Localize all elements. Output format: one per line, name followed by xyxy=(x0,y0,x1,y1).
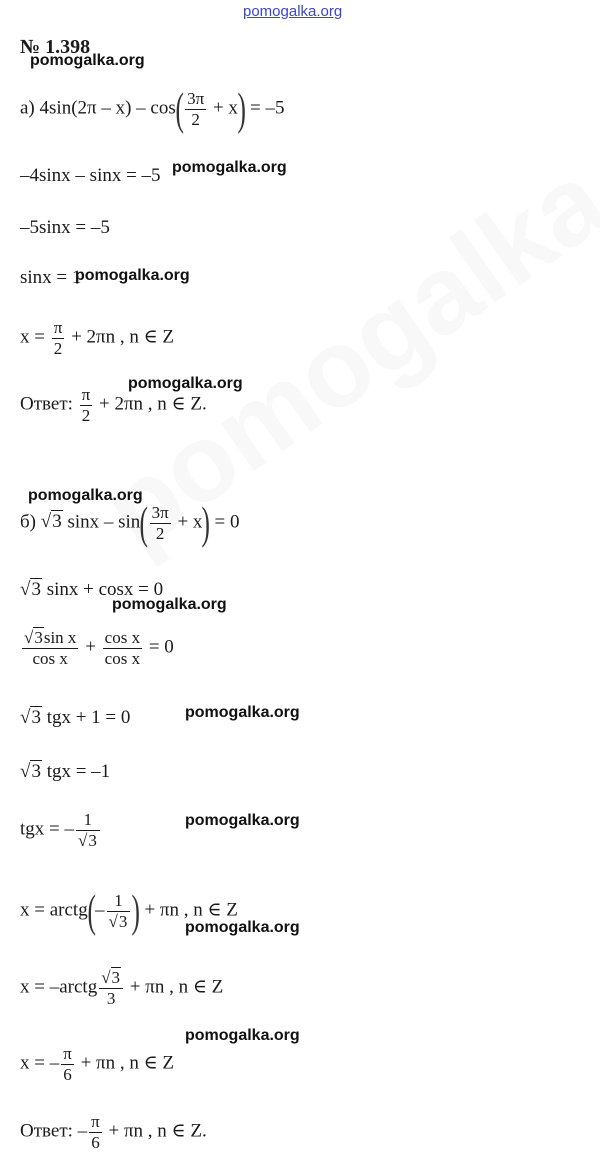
watermark-top-link[interactable]: pomogalka.org xyxy=(243,3,343,20)
part-b-step6: x = arctg(– $\frac{1}{√3}$ ) + πn , n ∈ Z xyxy=(20,885,238,936)
watermark: pomogalka.org xyxy=(185,812,300,829)
part-b-step3: √3 tgx + 1 = 0 xyxy=(20,707,131,728)
part-a-step1: –4sinx – sinx = –5 xyxy=(20,165,161,186)
watermark: pomogalka.org xyxy=(185,704,300,721)
part-a-label: а) xyxy=(20,97,35,119)
watermark: pomogalka.org xyxy=(172,159,287,176)
part-a-equation: а) 4sin(2π – x) – cos( $\frac{3\pi}{2}$ + x) = –5 xyxy=(20,83,285,134)
watermark: pomogalka.org xyxy=(185,1027,300,1044)
watermark: pomogalka.org xyxy=(28,487,143,504)
part-b-step8: x = – $\frac{\pi}{6}$ + πn , n ∈ Z xyxy=(20,1044,175,1084)
part-b-step7: x = –arctg $\frac{√3}{3}$ + πn , n ∈ Z xyxy=(20,968,224,1008)
part-b-equation: б) √3 sinx – sin( $\frac{3\pi}{2}$ + x) = 0 xyxy=(20,497,240,548)
watermark: pomogalka.org xyxy=(30,52,145,69)
watermark: pomogalka.org xyxy=(128,375,243,392)
watermark: pomogalka.org xyxy=(185,919,300,936)
part-b-label: б) xyxy=(20,511,36,533)
part-b-step2: $\frac{\text{√3sin x}}{\text{cos x}}$ + $\frac{\text{cos x}}{\text{cos x}}$ = 0 xyxy=(24,628,174,668)
part-b-step5: tgx = – $\frac{1}{√3}$ xyxy=(20,810,102,850)
part-b-step1: √3 sinx + cosx = 0 xyxy=(20,579,164,600)
problem-number: № 1.398 xyxy=(20,36,91,58)
part-b-answer: Ответ: – $\frac{\pi}{6}$ + πn , n ∈ Z. xyxy=(20,1112,207,1152)
part-a-step2: –5sinx = –5 xyxy=(20,217,110,238)
watermark: pomogalka.org xyxy=(112,596,227,613)
part-a-step3: sinx = 1 xyxy=(20,267,82,288)
watermark: pomogalka.org xyxy=(75,267,190,284)
part-a-answer: Ответ: $\frac{\pi}{2}$ + 2πn , n ∈ Z. xyxy=(20,385,207,425)
part-b-step4: √3 tgx = –1 xyxy=(20,761,111,782)
part-a-step4: x = $\frac{\pi}{2}$ + 2πn , n ∈ Z xyxy=(20,318,175,358)
